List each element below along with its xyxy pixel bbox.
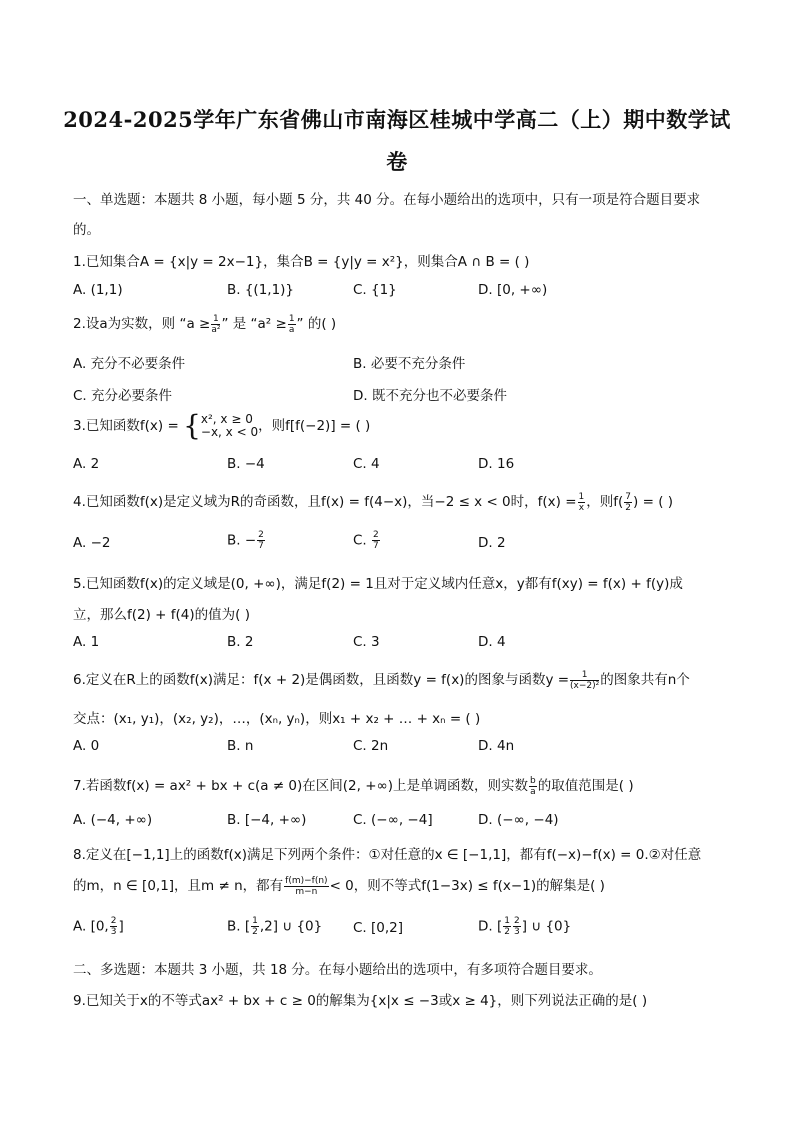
question-1-stem: 1.已知集合A = {x|y = 2x−1}，集合B = {y|y = x²}，则集合A ∩ B = ( ) <box>73 254 530 270</box>
q5-option-d: D. 4 <box>478 634 506 650</box>
q8-b-den: 2 <box>252 927 258 937</box>
question-5-stem-line1: 5.已知函数f(x)的定义域是(0, +∞)，满足f(2) = 1且对于定义域内任意x，y都有f(xy) = f(x) + f(y)成 <box>73 576 683 592</box>
q1-option-b: B. {(1,1)} <box>227 282 295 298</box>
q7-option-a: A. (−4, +∞) <box>73 812 153 828</box>
q7-f-num: b <box>530 775 536 786</box>
q8-a-num: 2 <box>110 916 117 926</box>
q4-f2-den: 2 <box>625 502 632 513</box>
exam-title-line2: 卷 <box>386 149 408 174</box>
q7-option-d: D. (−∞, −4) <box>478 812 559 828</box>
q2-f1-num: 1 <box>213 313 219 324</box>
q6-option-a: A. 0 <box>73 738 100 754</box>
q8-a-pre: A. [0, <box>73 918 109 935</box>
q7-stem-pre: 7.若函数f(x) = ax² + bx + c(a ≠ 0)在区间(2, +∞)上是单调函数，则实数 <box>73 778 529 794</box>
q6-fraction <box>570 670 599 691</box>
q3-stem-post: ，则f[f(−2)] = ( ) <box>258 418 371 434</box>
q4-f2-num: 7 <box>625 491 632 502</box>
q5-option-a: A. 1 <box>73 634 100 650</box>
q1-option-d: D. [0, +∞) <box>478 282 548 298</box>
question-7-stem <box>73 774 634 797</box>
q6-f-den: (x−2)² <box>570 680 600 691</box>
question-9-stem: 9.已知关于x的不等式ax² + bx + c ≥ 0的解集为{x|x ≤ −3或x ≥ 4}，则下列说法正确的是( ) <box>73 993 648 1009</box>
q8-b-post: ,2] ∪ {0} <box>259 918 323 935</box>
q4-b-den: 7 <box>258 541 264 551</box>
q8-f-num: f(m)−f(n) <box>285 875 328 886</box>
q2-stem-pre: 2.设a为实数，则 “a ≥ <box>73 316 211 332</box>
q6-line1-pre: 6.定义在R上的函数f(x)满足：f(x + 2)是偶函数，且函数y = f(x)的图象与函数y = <box>73 672 570 688</box>
q2-option-d: D. 既不充分也不必要条件 <box>353 388 507 404</box>
q8-d-num2: 2 <box>513 916 520 926</box>
q3-option-b: B. −4 <box>227 456 265 472</box>
q4-stem-post: ) = ( ) <box>633 494 674 510</box>
q7-option-b: B. [−4, +∞) <box>227 812 307 828</box>
question-8-stem-line1: 8.定义在[−1,1]上的函数f(x)满足下列两个条件：①对任意的x ∈ [−1,1]，都有f(−x)−f(x) = 0.②对任意 <box>73 847 702 863</box>
q8-d-num1: 1 <box>504 916 510 926</box>
q4-fraction-1 <box>578 492 586 513</box>
q2-option-b: B. 必要不充分条件 <box>353 356 466 372</box>
q3-case-1: x², x ≥ 0 <box>200 412 253 426</box>
section2-heading: 二、多选题：本题共 3 小题，共 18 分。在每小题给出的选项中，有多项符合题目要求。 <box>73 962 602 978</box>
q1-option-a: A. (1,1) <box>73 282 123 298</box>
q2-f2-num: 1 <box>288 313 295 324</box>
q2-fraction-2 <box>288 314 296 335</box>
q8-option-b <box>227 916 322 937</box>
q8-line2-pre: 的m，n ∈ [0,1]，且m ≠ n，都有 <box>73 878 284 894</box>
q8-d-post: ] ∪ {0} <box>521 918 572 935</box>
q8-option-d <box>478 916 571 937</box>
q4-option-c <box>353 530 381 551</box>
q4-f1-den: x <box>578 502 585 513</box>
q2-option-c: C. 充分必要条件 <box>73 388 173 404</box>
q7-f-den: a <box>530 786 536 797</box>
question-4-stem <box>73 490 673 513</box>
question-3-stem <box>73 409 371 442</box>
q8-d-fraction-2 <box>513 916 521 937</box>
q4-c-fraction <box>372 530 380 551</box>
q8-d-pre: D. [ <box>478 918 503 935</box>
q3-brace: { <box>183 409 201 442</box>
q3-option-d: D. 16 <box>478 456 515 472</box>
section1-heading-cont: 的。 <box>73 222 100 238</box>
q8-option-c: C. [0,2] <box>353 920 404 936</box>
q5-option-c: C. 3 <box>353 634 380 650</box>
question-8-stem-line2 <box>73 874 605 897</box>
q2-f1-den: a² <box>211 324 221 335</box>
q2-stem-mid: ” 是 “a² ≥ <box>221 316 287 332</box>
q4-stem-pre: 4.已知函数f(x)是定义域为R的奇函数，且f(x) = f(4−x)，当−2 ≤ x < 0时，f(x) = <box>73 494 577 510</box>
q8-d-den1: 2 <box>504 927 510 937</box>
q7-option-c: C. (−∞, −4] <box>353 812 433 828</box>
q8-b-fraction <box>251 916 259 937</box>
q6-option-c: C. 2n <box>353 738 389 754</box>
q8-d-den2: 3 <box>513 927 520 937</box>
q4-c-pre: C. <box>353 532 367 549</box>
q3-option-a: A. 2 <box>73 456 100 472</box>
q4-option-b <box>227 530 266 551</box>
q2-option-a: A. 充分不必要条件 <box>73 356 186 372</box>
q8-d-fraction-1 <box>503 916 511 937</box>
q4-c-num: 2 <box>373 530 379 540</box>
q8-b-pre: B. [ <box>227 918 251 935</box>
section1-heading: 一、单选题：本题共 8 小题，每小题 5 分，共 40 分。在每小题给出的选项中，只有一项是符合题目要求 <box>73 192 701 208</box>
q4-f1-num: 1 <box>578 491 585 502</box>
q3-case-2: −x, x < 0 <box>200 425 259 439</box>
q4-stem-mid: ，则f( <box>586 494 624 510</box>
question-2-stem <box>73 312 336 335</box>
question-5-stem-line2: 立，那么f(2) + f(4)的值为( ) <box>73 607 250 623</box>
q4-b-num: 2 <box>258 530 264 540</box>
q8-b-num: 1 <box>252 916 258 926</box>
q6-f-num: 1 <box>570 670 599 681</box>
q8-f-den: m−n <box>295 886 318 897</box>
q8-a-fraction <box>110 916 118 937</box>
q2-fraction-1 <box>211 314 220 335</box>
question-6-stem-line2: 交点：(x₁, y₁)，(x₂, y₂)，…，(xₙ, yₙ)，则x₁ + x₂ + … + xₙ = ( ) <box>73 711 481 727</box>
q2-stem-post: ” 的( ) <box>296 316 337 332</box>
q4-b-pre: B. − <box>227 532 257 549</box>
q3-option-c: C. 4 <box>353 456 380 472</box>
q4-b-fraction <box>257 530 265 551</box>
q8-line2-post: < 0，则不等式f(1−3x) ≤ f(x−1)的解集是( ) <box>329 878 605 894</box>
q3-stem-pre: 3.已知函数f(x) = <box>73 418 179 434</box>
q3-cases <box>201 413 258 439</box>
q8-a-den: 3 <box>110 927 117 937</box>
question-6-stem-line1 <box>73 668 690 691</box>
q8-a-post: ] <box>118 918 124 935</box>
q2-f2-den: a <box>288 324 295 335</box>
q5-option-b: B. 2 <box>227 634 254 650</box>
q4-option-d: D. 2 <box>478 535 506 551</box>
q7-stem-post: 的取值范围是( ) <box>537 778 634 794</box>
q4-option-a: A. −2 <box>73 535 111 551</box>
q6-option-d: D. 4n <box>478 738 515 754</box>
q4-fraction-2 <box>624 492 632 513</box>
q7-fraction <box>529 776 537 797</box>
exam-title-line1: 2024-2025学年广东省佛山市南海区桂城中学高二（上）期中数学试 <box>63 107 731 132</box>
q1-option-c: C. {1} <box>353 282 397 298</box>
q4-c-den: 7 <box>373 541 379 551</box>
q8-option-a <box>73 916 124 937</box>
q6-option-b: B. n <box>227 738 254 754</box>
q8-fraction <box>284 876 328 897</box>
q6-line1-post: 的图象共有n个 <box>600 672 690 688</box>
